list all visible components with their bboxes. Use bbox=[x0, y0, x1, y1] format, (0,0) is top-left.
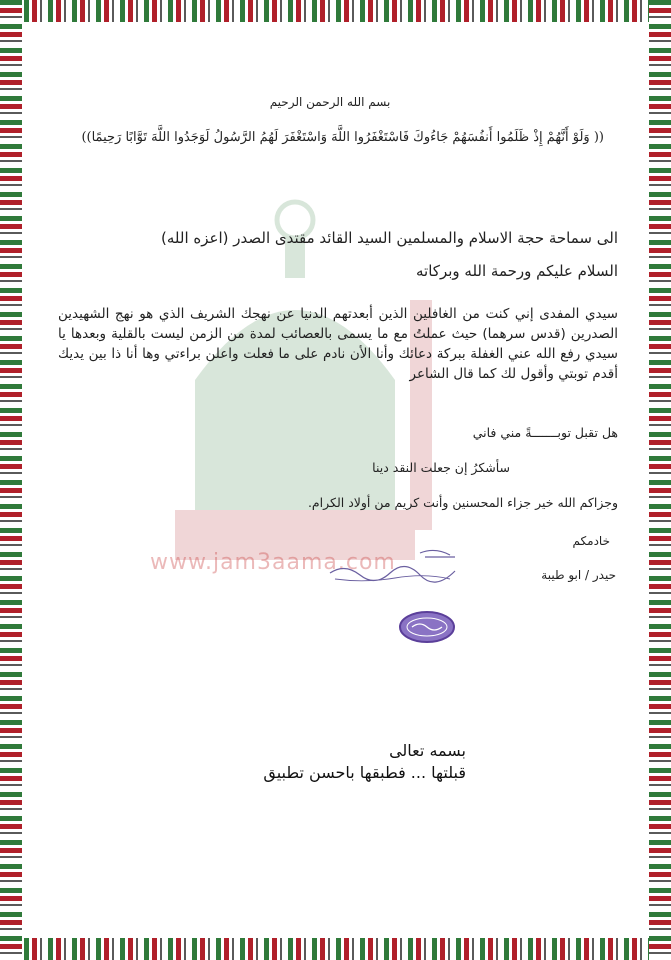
basmala: بسم الله الرحمن الرحيم bbox=[269, 95, 391, 109]
handwritten-signature-icon bbox=[325, 545, 460, 585]
letter-greeting: السلام عليكم ورحمة الله وبركاته bbox=[416, 262, 618, 280]
letter-body: سيدي المفدى إني كنت من الغافلين الذين أبعدتهم الدنيا عن نهجك الشريف الذي هو نهج الشهيدين الصدرين (قدس سرهما) حيث عملتُ مع ما يسمى بالعصائب لمدة من الزمن ليست بالقلية وبعدها يا سيدي رفع الله عني الغفلة ببركة دعائك وأنا الأن نادم على ما فعلت واعلن براءتي وها أنا ذا بين يديك أقدم توبتي وأقول لك كما قال الشاعر bbox=[58, 306, 618, 382]
decorative-border-right bbox=[649, 0, 671, 960]
reply-heading: بسمه تعالى bbox=[389, 741, 466, 760]
servant-label: خادمكم bbox=[572, 534, 610, 548]
poem-line-2: سأشكرُ إن جعلت النقد دينا bbox=[372, 460, 510, 475]
sender-name: حيدر / ابو طيبة bbox=[541, 568, 616, 582]
watermark-url: www.jam3aama.com bbox=[150, 550, 396, 575]
letter-page bbox=[40, 0, 620, 960]
letter-address: الى سماحة حجة الاسلام والمسلمين السيد القائد مقتدى الصدر (اعزه الله) bbox=[161, 229, 618, 247]
letter-closing: وجزاكم الله خير جزاء المحسنين وأنت كريم من أولاد الكرام. bbox=[307, 495, 618, 510]
reply-text: قبلتها ... فطبقها باحسن تطبيق bbox=[263, 763, 466, 782]
decorative-border-left bbox=[0, 0, 22, 960]
poem-line-1: هل تقبل توبـــــــةً مني فاني bbox=[472, 425, 618, 440]
quran-verse: (( وَلَوْ أَنَّهُمْ إِذْ ظَلَمُوا أَنفُسَهُمْ جَاءُوكَ فَاسْتَغْفَرُوا اللَّهَ وَاسْتَغْفَرَ لَهُمُ الرَّسُولُ لَوَجَدُوا اللَّهَ تَوَّابًا رَحِيمًا)) bbox=[81, 130, 604, 145]
official-stamp-icon bbox=[398, 610, 456, 644]
